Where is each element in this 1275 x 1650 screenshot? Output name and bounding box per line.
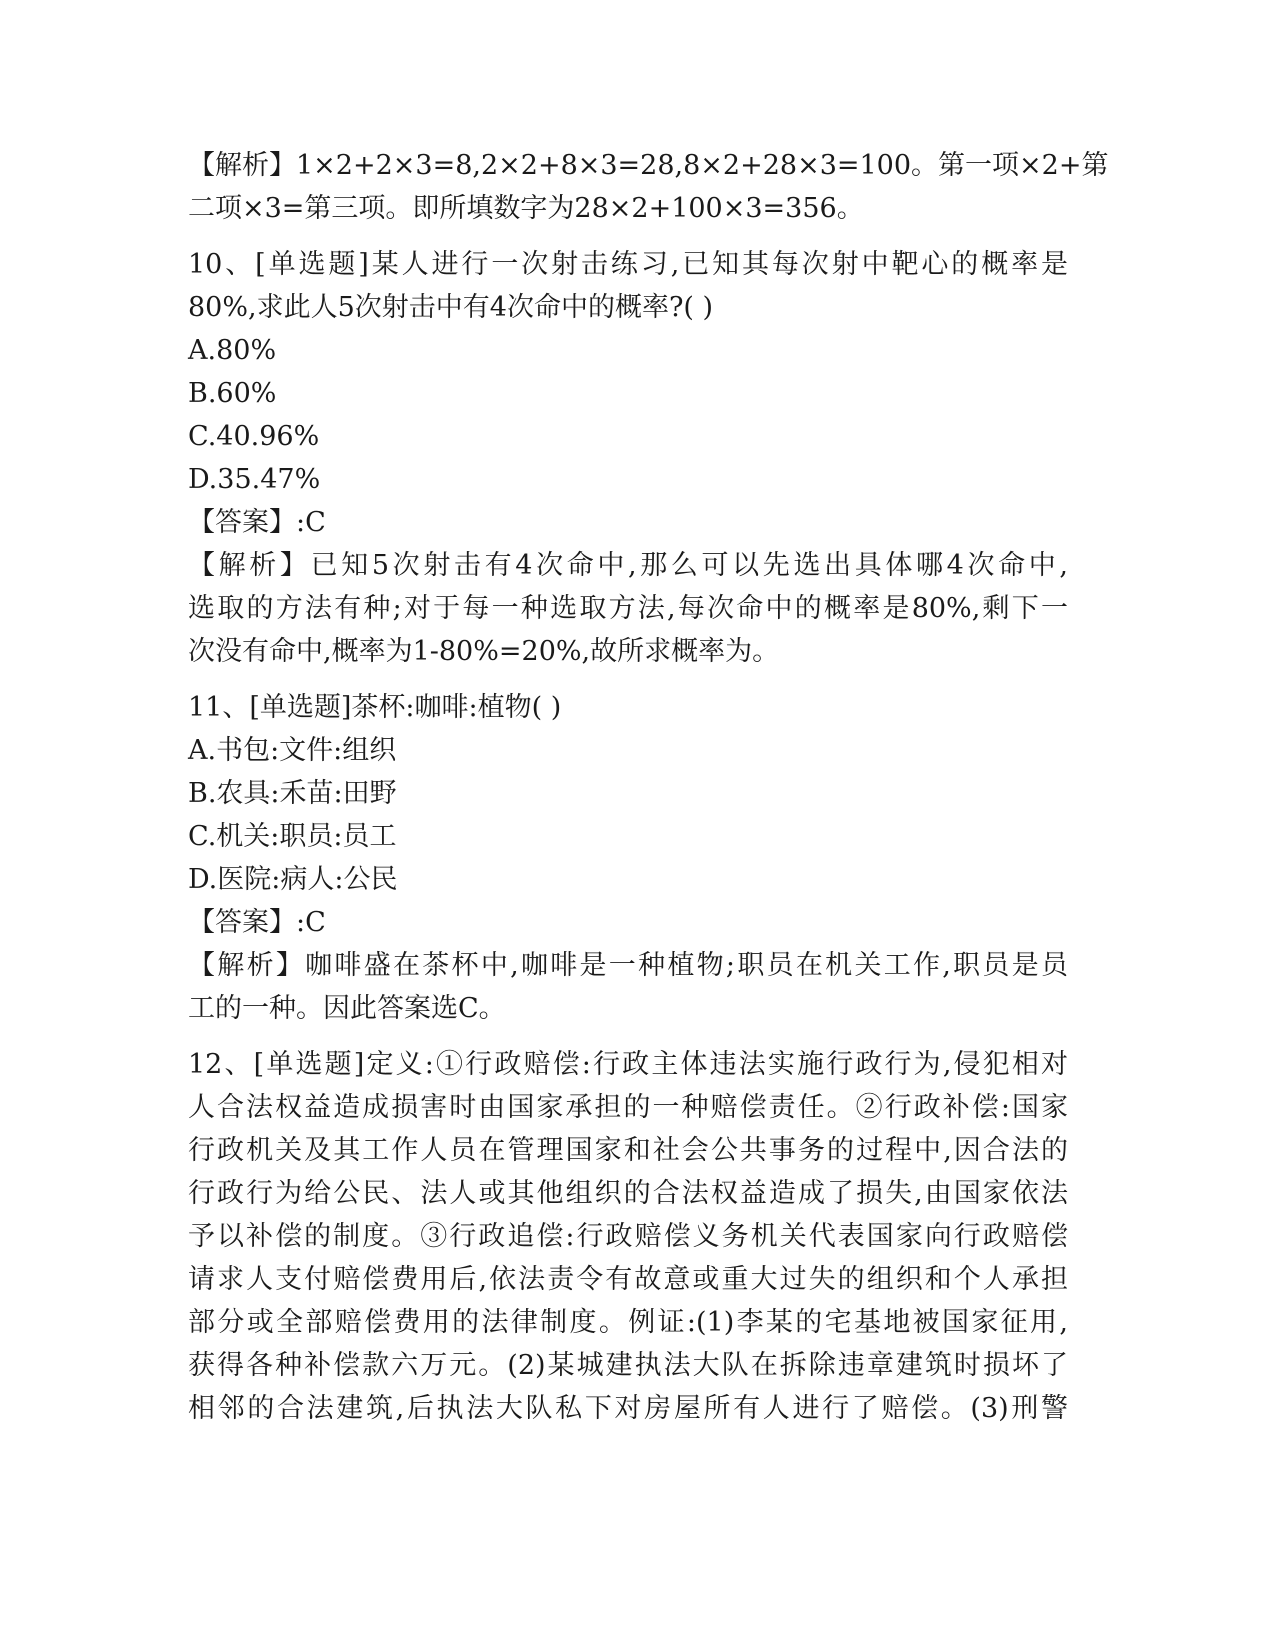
question-line: 行政机关及其工作人员在管理国家和社会公共事务的过程中,因合法的 (188, 1135, 1068, 1166)
option-a: A.书包:文件:组织 (188, 735, 397, 766)
question-line: 行政行为给公民、法人或其他组织的合法权益造成了损失,由国家依法 (188, 1178, 1068, 1209)
question-line: 11、[单选题]茶杯:咖啡:植物( ) (188, 692, 562, 723)
option-c: C.40.96% (188, 421, 320, 452)
analysis-q9 (188, 144, 1109, 230)
question-11 (188, 686, 1068, 1030)
question-line: 相邻的合法建筑,后执法大队私下对房屋所有人进行了赔偿。(3)刑警 (188, 1393, 1068, 1424)
question-line: 获得各种补偿款六万元。(2)某城建执法大队在拆除违章建筑时损坏了 (188, 1350, 1068, 1381)
analysis-line: 二项×3=第三项。即所填数字为28×2+100×3=356。 (188, 193, 864, 224)
analysis-line: 选取的方法有种;对于每一种选取方法,每次命中的概率是80%,剩下一 (188, 593, 1068, 624)
question-line: 80%,求此人5次射击中有4次命中的概率?( ) (188, 292, 714, 323)
analysis-line: 【解析】1×2+2×3=8,2×2+8×3=28,8×2+28×3=100。第一项×2+第 (188, 150, 1109, 181)
question-line: 12、[单选题]定义:①行政赔偿:行政主体违法实施行政行为,侵犯相对 (188, 1049, 1068, 1080)
question-line: 请求人支付赔偿费用后,依法责令有故意或重大过失的组织和个人承担 (188, 1264, 1068, 1295)
analysis-line: 【解析】已知5次射击有4次命中,那么可以先选出具体哪4次命中, (188, 550, 1068, 581)
analysis-line: 工的一种。因此答案选C。 (188, 993, 506, 1024)
question-line: 部分或全部赔偿费用的法律制度。例证:(1)李某的宅基地被国家征用, (188, 1307, 1068, 1338)
analysis-line: 次没有命中,概率为1-80%=20%,故所求概率为。 (188, 636, 780, 667)
document-content (188, 144, 1109, 1443)
question-line: 人合法权益造成损害时由国家承担的一种赔偿责任。②行政补偿:国家 (188, 1092, 1068, 1123)
option-c: C.机关:职员:员工 (188, 821, 397, 852)
option-d: D.医院:病人:公民 (188, 864, 398, 895)
question-10 (188, 243, 1068, 673)
analysis-line: 【解析】咖啡盛在茶杯中,咖啡是一种植物;职员在机关工作,职员是员 (188, 950, 1068, 981)
option-b: B.60% (188, 378, 277, 409)
answer: 【答案】:C (188, 907, 326, 938)
option-d: D.35.47% (188, 464, 321, 495)
option-b: B.农具:禾苗:田野 (188, 778, 397, 809)
question-line: 10、[单选题]某人进行一次射击练习,已知其每次射中靶心的概率是 (188, 249, 1068, 280)
question-12 (188, 1043, 1068, 1430)
option-a: A.80% (188, 335, 277, 366)
question-line: 予以补偿的制度。③行政追偿:行政赔偿义务机关代表国家向行政赔偿 (188, 1221, 1068, 1252)
answer: 【答案】:C (188, 507, 326, 538)
